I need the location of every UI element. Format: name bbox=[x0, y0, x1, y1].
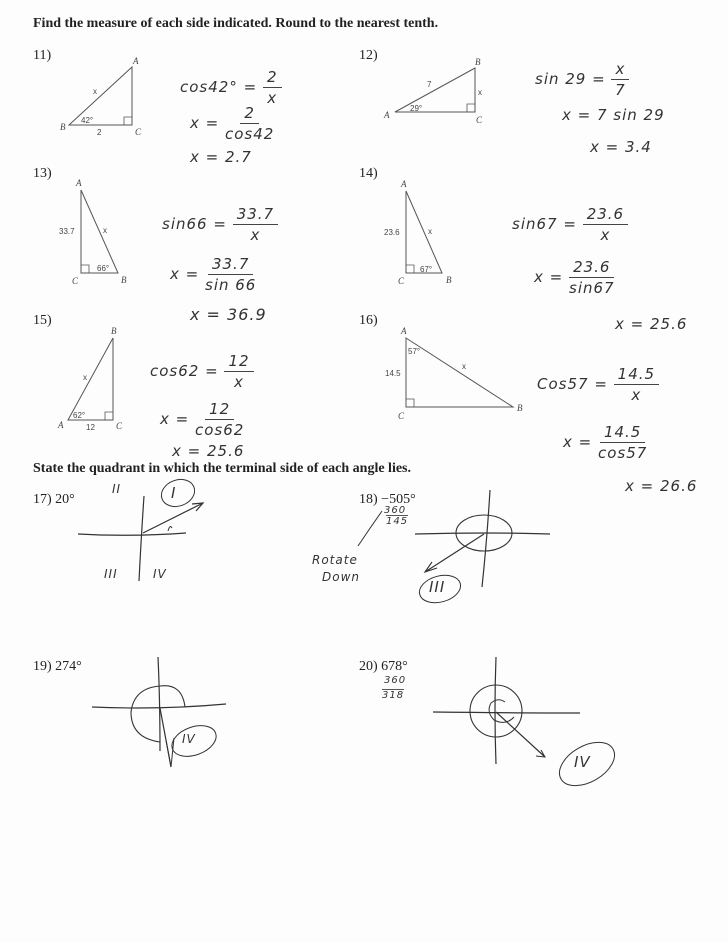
triangle-14-angle: 67° bbox=[420, 265, 433, 274]
work-16-line1: Cos57 = $\frac{14.5}{x}$ bbox=[537, 365, 659, 404]
work-14-line2: x = $\frac{23.6}{\sin 67}$ bbox=[534, 258, 615, 297]
triangle-15-vertex-b: B bbox=[111, 326, 117, 336]
triangle-12-unknown-side: x bbox=[478, 88, 482, 97]
triangle-15-vertex-c: C bbox=[116, 421, 123, 431]
work-15-line1: cos62 = $\frac{12}{x}$ bbox=[150, 352, 254, 391]
triangle-12-angle: 29° bbox=[410, 104, 423, 113]
triangle-16-vertex-a: A bbox=[401, 326, 407, 336]
problem-17-angle: 20° bbox=[55, 492, 75, 507]
section1-heading: Find the measure of each side indicated. Round to the nearest tenth. bbox=[33, 16, 439, 31]
triangle-11-vertex-a: A bbox=[133, 56, 139, 66]
triangle-13-vertex-a: A bbox=[76, 178, 82, 188]
triangle-15-angle: 62° bbox=[73, 411, 86, 420]
triangle-15-unknown-side: x bbox=[83, 373, 87, 382]
triangle-14-known-side: 23.6 bbox=[384, 228, 400, 237]
problem-20-number: 20) 678° bbox=[359, 659, 408, 674]
triangle-13-angle: 66° bbox=[97, 264, 110, 273]
work-13-line1: sin66 = $\frac{33.7}{x}$ bbox=[162, 205, 278, 244]
triangle-12-vertex-b: B bbox=[475, 57, 481, 67]
work-18-note-down: Down bbox=[322, 570, 361, 584]
quadrant-19-answer: IV bbox=[182, 732, 196, 746]
triangle-16-unknown-side: x bbox=[462, 362, 466, 371]
work-11-line1: cos42° = $\frac{2}{x}$ bbox=[180, 68, 282, 107]
triangle-11-vertex-b: B bbox=[60, 122, 66, 132]
work-11-line2: x = $\frac{2}{\cos 42}$ bbox=[190, 104, 275, 143]
work-18-note-rotate: Rotate bbox=[312, 553, 358, 567]
work-18-subtract: 360 bbox=[384, 505, 407, 516]
triangle-13-vertex-b: B bbox=[121, 275, 127, 285]
triangle-12-vertex-a: A bbox=[384, 110, 390, 120]
triangle-16-vertex-c: C bbox=[398, 411, 405, 421]
problem-15-number: 15) bbox=[33, 313, 52, 328]
triangle-12-vertex-c: C bbox=[476, 115, 483, 125]
triangle-13-vertex-c: C bbox=[72, 276, 79, 286]
triangle-13-known-side: 33.7 bbox=[59, 227, 75, 236]
triangle-14-vertex-b: B bbox=[446, 275, 452, 285]
quadrant-17-answer: I bbox=[171, 484, 177, 502]
triangle-11-angle: 42° bbox=[81, 116, 94, 125]
work-13-answer: x = 36.9 bbox=[190, 305, 267, 324]
section2-heading: State the quadrant in which the terminal side of each angle lies. bbox=[33, 461, 411, 476]
quadrant-17-label-ii: II bbox=[112, 482, 122, 496]
work-16-line2: x = $\frac{14.5}{\cos 57}$ bbox=[563, 423, 648, 462]
quadrant-17-label-iv: IV bbox=[153, 567, 167, 581]
triangle-11-unknown-side: x bbox=[93, 87, 97, 96]
quadrant-18-answer: III bbox=[429, 578, 446, 596]
quadrant-20-answer: IV bbox=[574, 753, 591, 771]
problem-19-number: 19) 274° bbox=[33, 659, 82, 674]
quadrant-17-label-iii: III bbox=[104, 567, 118, 581]
problem-12-number: 12) bbox=[359, 48, 378, 63]
work-11-answer: x = 2.7 bbox=[190, 148, 252, 166]
triangle-15-known-side: 12 bbox=[86, 423, 95, 432]
triangle-16-vertex-b: B bbox=[517, 403, 523, 413]
problem-11-number: 11) bbox=[33, 48, 52, 63]
work-13-line2: x = $\frac{33.7}{\sin 66}$ bbox=[170, 255, 257, 294]
work-14-answer: x = 25.6 bbox=[615, 315, 688, 333]
problem-18-number: 18) −505° bbox=[359, 492, 416, 507]
work-16-answer: x = 26.6 bbox=[625, 477, 698, 495]
work-20-result: 318 bbox=[382, 690, 405, 701]
problem-14-number: 14) bbox=[359, 166, 378, 181]
problem-19-angle: 274° bbox=[55, 659, 82, 674]
triangle-14-vertex-c: C bbox=[398, 276, 405, 286]
work-15-answer: x = 25.6 bbox=[172, 442, 245, 460]
problem-16-number: 16) bbox=[359, 313, 378, 328]
triangle-13-unknown-side: x bbox=[103, 226, 107, 235]
work-14-line1: sin67 = $\frac{23.6}{x}$ bbox=[512, 205, 628, 244]
triangle-16-known-side: 14.5 bbox=[385, 369, 401, 378]
problem-13-number: 13) bbox=[33, 166, 52, 181]
triangle-16-angle: 57° bbox=[408, 347, 421, 356]
problem-17-number: 17) 20° bbox=[33, 492, 75, 507]
work-20-subtract: 360 bbox=[384, 675, 407, 686]
triangle-15-vertex-a: A bbox=[58, 420, 64, 430]
triangle-11-known-side: 2 bbox=[97, 128, 102, 137]
work-12-answer: x = 3.4 bbox=[590, 138, 652, 156]
work-12-line1: sin 29 = $\frac{x}{7}$ bbox=[535, 60, 629, 99]
triangle-12-known-side: 7 bbox=[427, 80, 432, 89]
problem-20-angle: 678° bbox=[381, 659, 408, 674]
work-12-line2: x = 7 sin 29 bbox=[562, 106, 665, 124]
triangle-14-unknown-side: x bbox=[428, 227, 432, 236]
problem-18-angle: −505° bbox=[381, 492, 416, 507]
triangle-11-vertex-c: C bbox=[135, 127, 142, 137]
work-15-line2: x = $\frac{12}{\cos 62}$ bbox=[160, 400, 245, 439]
triangle-14-vertex-a: A bbox=[401, 179, 407, 189]
work-18-result: 145 bbox=[386, 516, 409, 527]
